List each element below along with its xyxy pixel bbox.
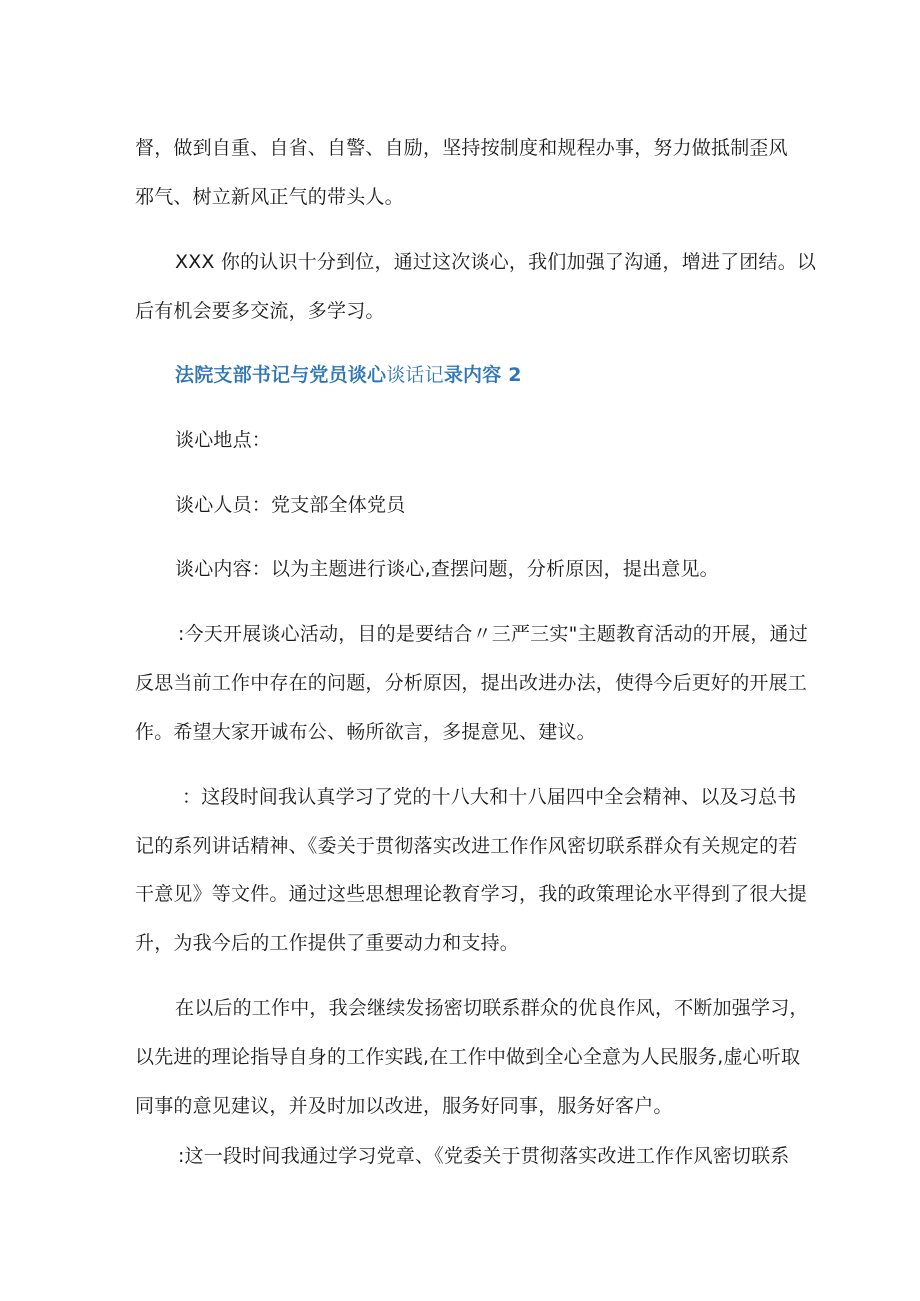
section-heading bbox=[175, 363, 522, 387]
heading-part-3: 录内容 2 bbox=[443, 364, 522, 386]
paragraph-1-line-2: 邪气、树立新风正气的带头人。 bbox=[135, 186, 404, 208]
paragraph-2-line-2: 后有机会要多交流，多学习。 bbox=[135, 300, 385, 322]
paragraph-1-line-1: 督，做到自重、自省、自警、自励，坚持按制度和规程办事，努力做抵制歪风 bbox=[135, 137, 788, 159]
talk-location: 谈心地点： bbox=[175, 429, 272, 451]
paragraph-5-line-2: 以先进的理论指导自身的工作实践,在工作中做到全心全意为人民服务,虚心听取 bbox=[135, 1046, 801, 1068]
paragraph-4-line-1: ：这段时间我认真学习了党的十八大和十八届四中全会精神、以及习总书 bbox=[182, 786, 797, 808]
paragraph-4-line-2: 记的系列讲话精神、《委关于贯彻落实改进工作作风密切联系群众有关规定的若 bbox=[135, 835, 798, 857]
paragraph-6-line-1: :这一段时间我通过学习党章、《党委关于贯彻落实改进工作作风密切联系 bbox=[178, 1145, 790, 1167]
paragraph-4-line-4: 升，为我今后的工作提供了重要动力和支持。 bbox=[135, 932, 520, 954]
talk-people: 谈心人员：党支部全体党员 bbox=[175, 494, 406, 516]
paragraph-4-line-3: 干意见》等文件。通过这些思想理论教育学习，我的政策理论水平得到了很大提 bbox=[135, 883, 808, 905]
paragraph-5-line-3: 同事的意见建议，并及时加以改进，服务好同事，服务好客户。 bbox=[135, 1095, 673, 1117]
paragraph-3-line-2: 反思当前工作中存在的问题，分析原因，提出改进办法，使得今后更好的开展工 bbox=[135, 672, 808, 694]
paragraph-3-line-1: :今天开展谈心活动，目的是要结合〃三严三实"主题教育活动的开展，通过 bbox=[178, 623, 808, 645]
paragraph-3-line-3: 作。希望大家开诚布公、畅所欲言，多提意见、建议。 bbox=[135, 721, 596, 743]
heading-part-1: 法院支部书记与党员谈心 bbox=[175, 364, 387, 386]
paragraph-5-line-1: 在以后的工作中，我会继续发扬密切联系群众的优良作风，不断加强学习， bbox=[175, 997, 809, 1019]
talk-content: 谈心内容：以为主题进行谈心,查摆问题，分析原因，提出意见。 bbox=[175, 558, 719, 580]
paragraph-2-line-1: XXX 你的认识十分到位，通过这次谈心，我们加强了沟通，增进了团结。以 bbox=[175, 251, 817, 273]
heading-part-2: 谈话记 bbox=[386, 364, 444, 386]
